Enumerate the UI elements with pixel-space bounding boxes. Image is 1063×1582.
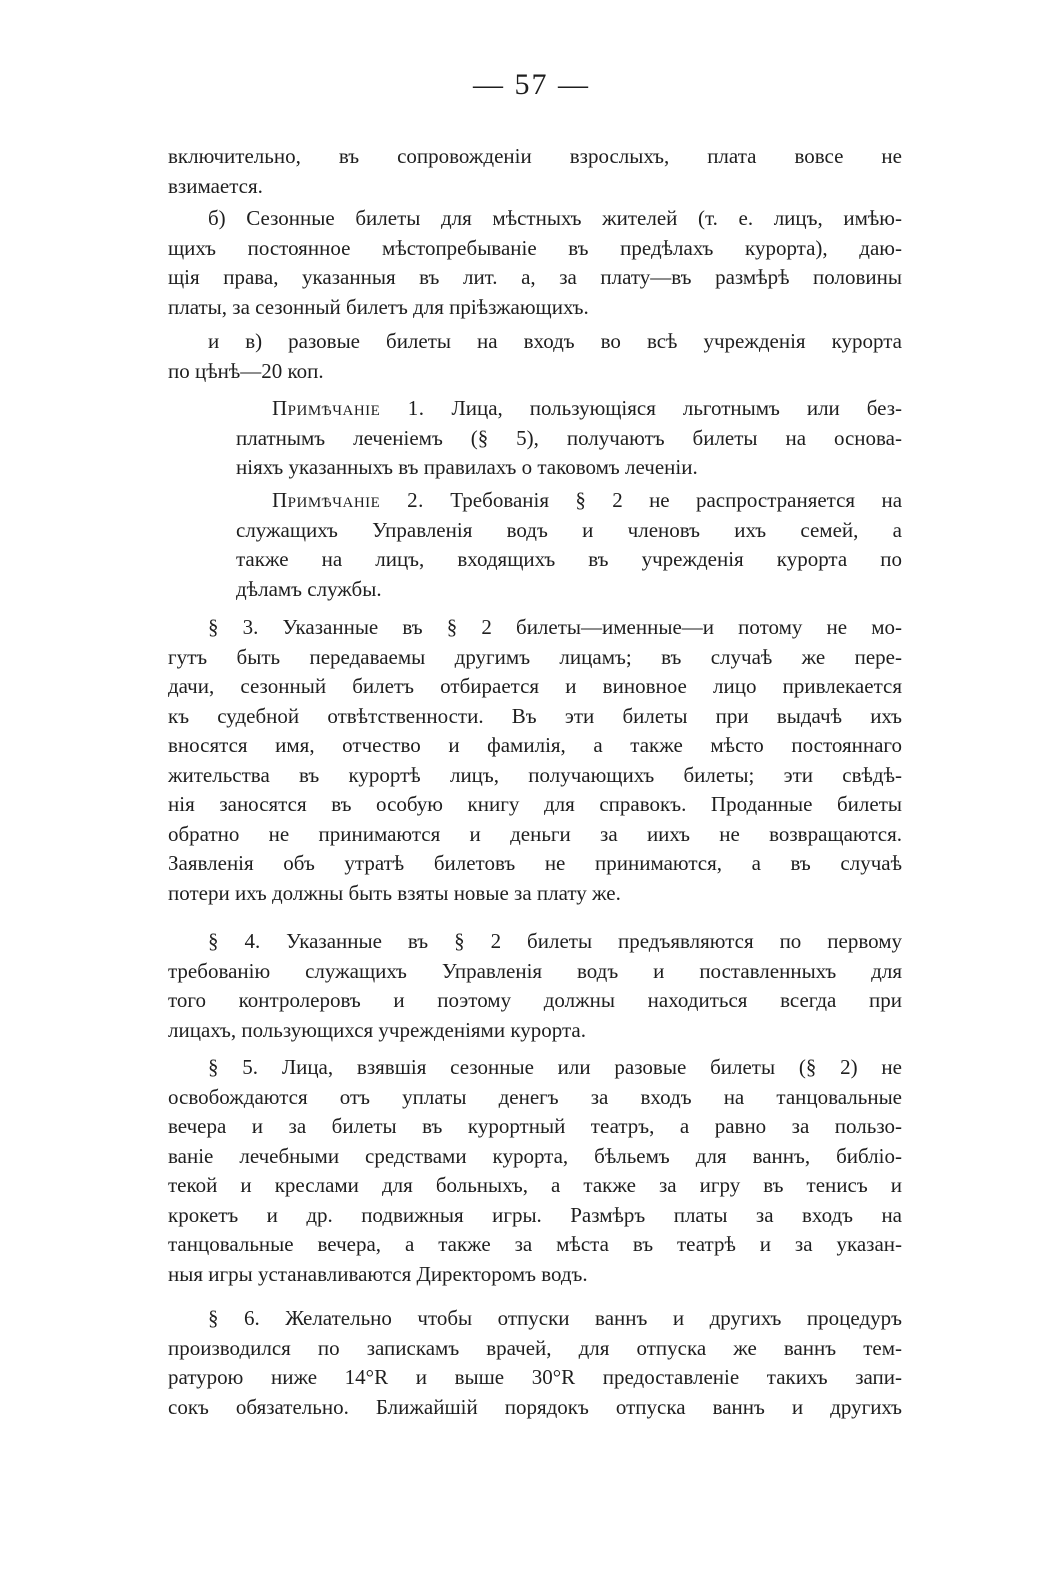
text-line: щихъ постоянное мѣстопребываніе въ предѣлахъ курорта), даю- <box>168 235 902 260</box>
section-6 <box>168 1304 902 1422</box>
paragraph-single-tickets <box>168 327 902 386</box>
text-line: платы, за сезонный билетъ для пріѣзжающихъ. <box>168 294 589 319</box>
text-line: Требованія § 2 не распространяется на <box>450 488 903 512</box>
paragraph-seasonal-tickets <box>168 204 902 322</box>
text-line: потери ихъ должны быть взяты новые за плату же. <box>168 880 621 905</box>
text-line: того контролеровъ и поэтому должны находиться всегда при <box>168 988 902 1012</box>
text-line: вносятся имя, отчество и фамилія, а также мѣсто постояннаго <box>168 733 902 757</box>
text-line: и в) разовые билеты на входъ во всѣ учрежденія курорта <box>208 329 902 353</box>
text-line: § 4. Указанные въ § 2 билеты предъявляются по первому <box>208 929 902 953</box>
text-line: также на лицъ, входящихъ въ учрежденія курорта по <box>236 547 902 571</box>
text-line: жительства въ курортѣ лицъ, получающихъ билеты; эти свѣдѣ- <box>168 762 902 787</box>
text-line: платнымъ леченіемъ (§ 5), получаютъ билеты на основа- <box>236 425 902 450</box>
note-label: Примѣчаніе 2. <box>272 488 424 512</box>
text-line: танцовальные вечера, а также за мѣста въ театрѣ и за указан- <box>168 1232 902 1256</box>
page-number: — 57 — <box>473 68 590 101</box>
text-line: нія заносятся въ особую книгу для справокъ. Проданные билеты <box>168 792 902 816</box>
section-5 <box>168 1053 902 1289</box>
text-line: включительно, въ сопровожденіи взрослыхъ, плата вовсе не <box>168 144 902 168</box>
text-line: по цѣнѣ—20 коп. <box>168 358 324 383</box>
text-line: § 5. Лица, взявшія сезонные или разовые билеты (§ 2) не <box>208 1055 902 1079</box>
text-line: освобождаются отъ уплаты денегъ за входъ на танцовальные <box>168 1084 902 1109</box>
text-line: ніяхъ указанныхъ въ правилахъ о таковомъ леченіи. <box>236 455 698 479</box>
text-line: требованію служащихъ Управленія водъ и поставленныхъ для <box>168 958 902 983</box>
text-line: сокъ обязательно. Ближайшій порядокъ отпуска ваннъ и другихъ <box>168 1394 902 1419</box>
section-4 <box>168 927 902 1045</box>
text-line: къ судебной отвѣтственности. Въ эти билеты при выдачѣ ихъ <box>168 703 902 728</box>
text-line: ныя игры устанавливаются Директоромъ водъ. <box>168 1261 588 1286</box>
text-line: текой и креслами для больныхъ, а также за игру въ тенисъ и <box>168 1173 902 1197</box>
note-2 <box>236 486 902 604</box>
text-line: § 3. Указанные въ § 2 билеты—именные—и потому не мо- <box>208 615 902 639</box>
section-3 <box>168 613 902 908</box>
text-line: ваніе лечебными средствами курорта, бѣльемъ для ваннъ, библіо- <box>168 1143 902 1168</box>
text-line: Лица, пользующіяся льготнымъ или без- <box>451 396 903 420</box>
text-line: дѣламъ службы. <box>236 576 382 601</box>
text-line: вечера и за билеты въ курортный театръ, а равно за пользо- <box>168 1114 902 1138</box>
text-line: б) Сезонные билеты для мѣстныхъ жителей (т. е. лицъ, имѣю- <box>208 206 902 230</box>
paragraph-continuation <box>168 142 902 201</box>
text-line: щія права, указанныя въ лит. а, за плату—въ размѣрѣ половины <box>168 265 902 289</box>
text-line: дачи, сезонный билетъ отбирается и виновное лицо привлекается <box>168 674 902 698</box>
text-line: Заявленія объ утратѣ билетовъ не принимаются, а въ случаѣ <box>168 851 902 875</box>
text-line: § 6. Желательно чтобы отпуски ваннъ и другихъ процедуръ <box>208 1306 902 1330</box>
text-line: производился по запискамъ врачей, для отпуска же ваннъ тем- <box>168 1335 902 1360</box>
text-line: гутъ быть передаваемы другимъ лицамъ; въ случаѣ же пере- <box>168 644 902 669</box>
text-line: крокетъ и др. подвижныя игры. Размѣръ платы за входъ на <box>168 1202 902 1227</box>
text-line: взимается. <box>168 173 263 198</box>
text-line: лицахъ, пользующихся учрежденіями курорта. <box>168 1017 586 1042</box>
text-line: обратно не принимаются и деньги за иихъ не возвращаются. <box>168 821 902 846</box>
text-line: служащихъ Управленія водъ и членовъ ихъ семей, а <box>236 517 902 542</box>
note-label: Примѣчаніе 1. <box>272 396 425 420</box>
note-first-line <box>236 486 902 516</box>
note-1 <box>236 394 902 483</box>
text-line: ратурою ниже 14°R и выше 30°R предоставленіе такихъ запи- <box>168 1365 902 1389</box>
note-first-line <box>236 394 902 424</box>
